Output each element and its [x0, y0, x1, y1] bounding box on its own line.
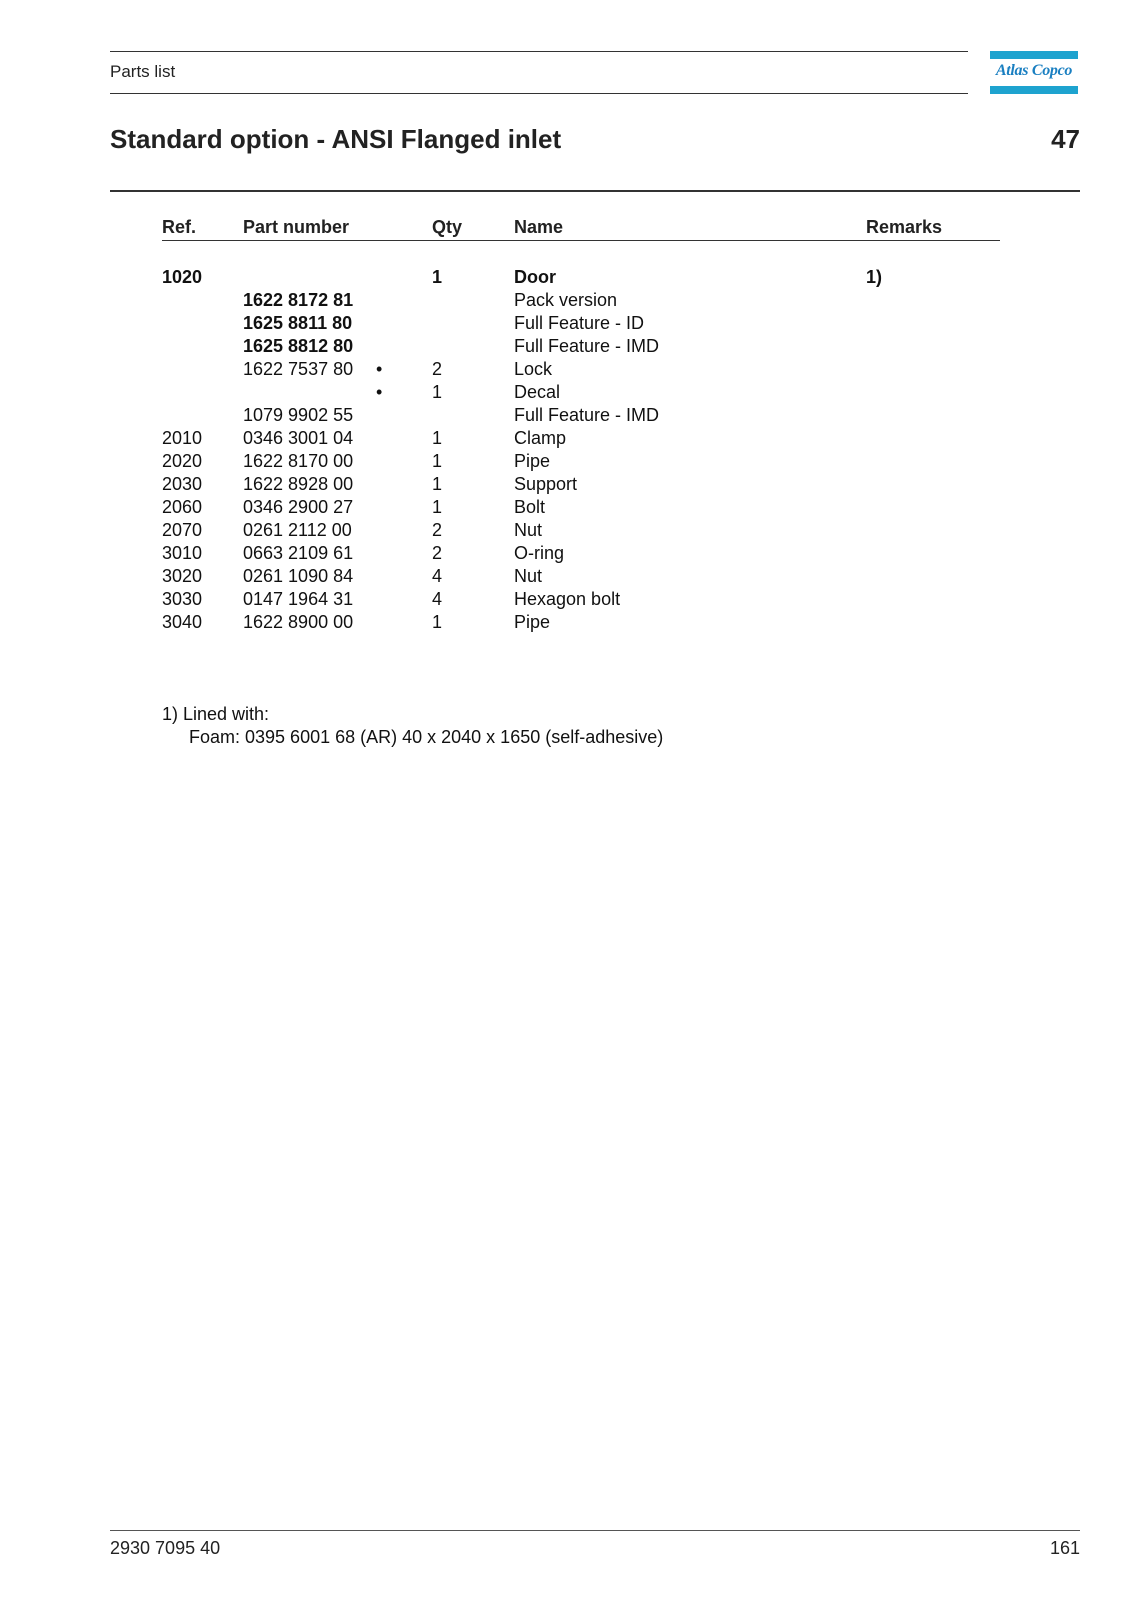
cell-part-number: 1622 8900 00: [243, 612, 354, 632]
cell-qty: 1: [432, 451, 443, 471]
cell-qty: 1: [432, 382, 443, 402]
cell-ref: 1020: [162, 267, 203, 287]
cell-qty: 1: [432, 612, 443, 632]
cell-name: Full Feature - IMD: [514, 336, 660, 356]
table-row: [0, 335, 1131, 358]
cell-part-number: 1622 8172 81: [243, 290, 354, 310]
cell-part-number: 0663 2109 61: [243, 543, 354, 563]
column-header-name: Name: [514, 217, 564, 237]
cell-ref: 2010: [162, 428, 203, 448]
cell-ref: 2060: [162, 497, 203, 517]
cell-qty: 2: [432, 520, 443, 540]
cell-ref: 3020: [162, 566, 203, 586]
cell-name: Door: [514, 267, 556, 287]
cell-qty: 2: [432, 359, 443, 379]
cell-part-number: 1625 8811 80: [243, 313, 353, 333]
cell-name: Nut: [514, 566, 543, 586]
table-row: [0, 266, 1131, 289]
cell-name: O-ring: [514, 543, 565, 563]
cell-name: Full Feature - IMD: [514, 405, 660, 425]
table-row: [0, 519, 1131, 542]
table-row: [0, 473, 1131, 496]
header-top-rule: [110, 51, 968, 52]
cell-name: Full Feature - ID: [514, 313, 645, 333]
header-label: Parts list: [110, 62, 176, 81]
cell-qty: 1: [432, 474, 443, 494]
table-row: [0, 381, 1131, 404]
cell-part-number: 1622 8170 00: [243, 451, 354, 471]
cell-part-number: 1622 7537 80: [243, 359, 354, 379]
cell-part-number: 1079 9902 55: [243, 405, 354, 425]
cell-bullet: •: [376, 359, 383, 379]
cell-ref: 3030: [162, 589, 203, 609]
table-row: [0, 289, 1131, 312]
table-row: [0, 358, 1131, 381]
cell-name: Bolt: [514, 497, 546, 517]
atlas-copco-logo: [990, 51, 1078, 95]
cell-name: Pack version: [514, 290, 618, 310]
cell-name: Support: [514, 474, 578, 494]
table-row: [0, 565, 1131, 588]
cell-ref: 2030: [162, 474, 203, 494]
cell-part-number: 0261 1090 84: [243, 566, 354, 586]
cell-name: Clamp: [514, 428, 567, 448]
parts-table-body: [0, 266, 1131, 634]
page-number: 161: [1049, 1538, 1080, 1558]
cell-qty: 1: [432, 497, 443, 517]
cell-ref: 3010: [162, 543, 203, 563]
cell-ref: 2070: [162, 520, 203, 540]
cell-qty: 1: [432, 267, 443, 287]
section-title: Standard option - ANSI Flanged inlet: [110, 124, 562, 154]
column-header-qty: Qty: [432, 217, 463, 237]
cell-qty: 4: [432, 589, 443, 609]
cell-bullet: •: [376, 382, 383, 402]
footnote-line-1: 1) Lined with:: [162, 704, 270, 724]
title-rule: [110, 190, 1080, 192]
table-row: [0, 450, 1131, 473]
cell-qty: 2: [432, 543, 443, 563]
cell-part-number: 1622 8928 00: [243, 474, 354, 494]
table-row: [0, 404, 1131, 427]
section-number: 47: [1051, 124, 1080, 154]
column-header-part-number: Part number: [243, 217, 350, 237]
cell-name: Pipe: [514, 612, 551, 632]
document-number: 2930 7095 40: [110, 1538, 221, 1558]
table-header-rule: [162, 240, 1000, 241]
cell-part-number: 0346 2900 27: [243, 497, 354, 517]
column-header-ref: Ref.: [162, 217, 197, 237]
cell-name: Lock: [514, 359, 553, 379]
cell-ref: 2020: [162, 451, 203, 471]
cell-name: Decal: [514, 382, 561, 402]
header-bottom-rule: [110, 93, 968, 94]
cell-part-number: 0346 3001 04: [243, 428, 354, 448]
table-row: [0, 312, 1131, 335]
column-header-remarks: Remarks: [866, 217, 943, 237]
footer-rule: [110, 1530, 1080, 1531]
cell-part-number: 0261 2112 00: [243, 520, 352, 540]
cell-name: Pipe: [514, 451, 551, 471]
table-row: [0, 542, 1131, 565]
cell-part-number: 1625 8812 80: [243, 336, 354, 356]
cell-qty: 1: [432, 428, 443, 448]
cell-name: Hexagon bolt: [514, 589, 621, 609]
table-row: [0, 611, 1131, 634]
cell-name: Nut: [514, 520, 543, 540]
table-row: [0, 427, 1131, 450]
cell-part-number: 0147 1964 31: [243, 589, 354, 609]
logo-wordmark: Atlas Copco: [995, 62, 1073, 79]
table-row: [0, 588, 1131, 611]
logo-top-bar: [990, 51, 1078, 59]
table-row: [0, 496, 1131, 519]
cell-ref: 3040: [162, 612, 203, 632]
footnote: [162, 703, 663, 749]
cell-qty: 4: [432, 566, 443, 586]
cell-remarks: 1): [866, 267, 883, 287]
logo-bottom-bar: [990, 86, 1078, 94]
footnote-line-2: Foam: 0395 6001 68 (AR) 40 x 2040 x 1650 (self-adhesive): [189, 727, 664, 747]
